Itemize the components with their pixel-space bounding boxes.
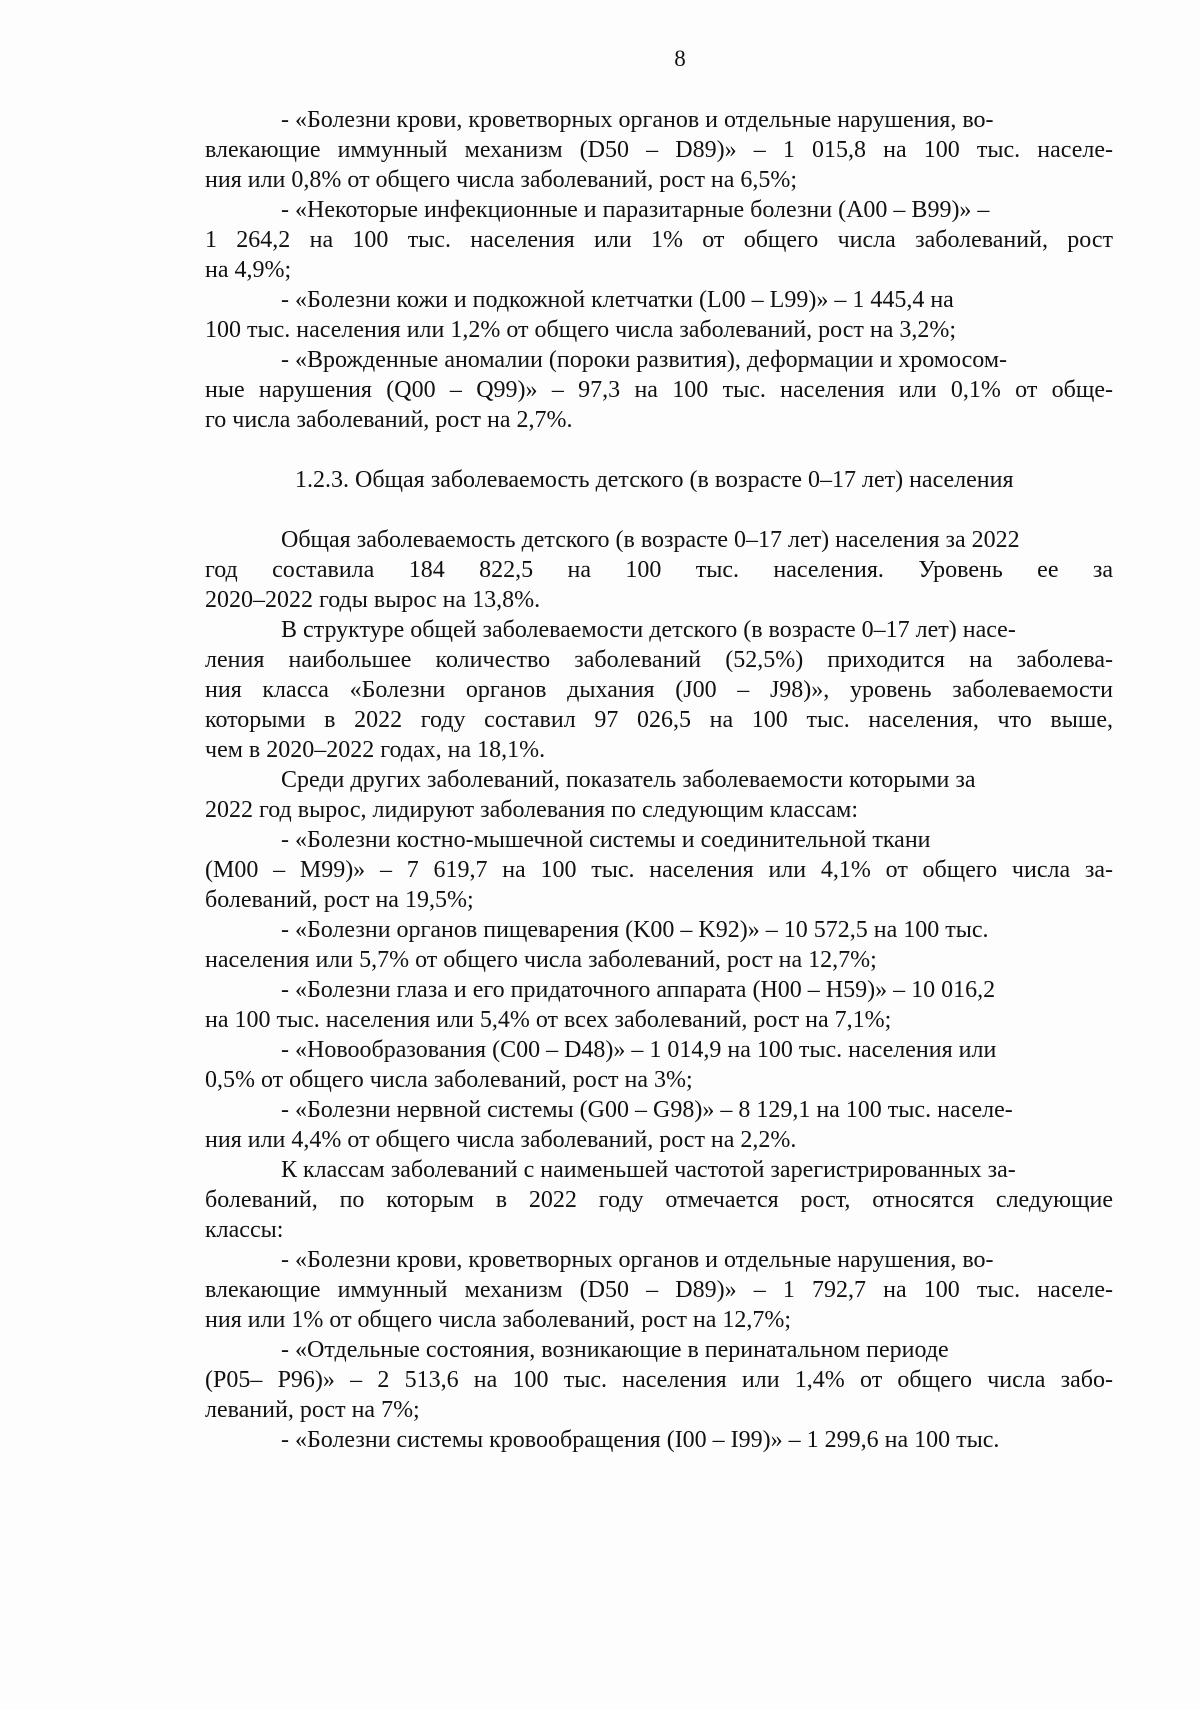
text-line: ния или 0,8% от общего числа заболеваний, рост на 6,5%; — [205, 167, 798, 193]
text-line: 100 тыс. населения или 1,2% от общего числа заболеваний, рост на 3,2%; — [205, 317, 957, 343]
text-line: Общая заболеваемость детского (в возрасте 0–17 лет) населения за 2022 — [281, 527, 1020, 553]
text-line: - «Болезни крови, кроветворных органов и отдельные нарушения, во- — [281, 107, 994, 133]
text-line: которыми в 2022 году составил 97 026,5 на 100 тыс. населения, что выше, — [205, 707, 1113, 733]
text-line: леваний, рост на 7%; — [205, 1397, 420, 1423]
text-line: В структуре общей заболеваемости детского (в возрасте 0–17 лет) насе- — [281, 617, 1016, 643]
text-line: - «Болезни крови, кроветворных органов и отдельные нарушения, во- — [281, 1247, 994, 1273]
section-heading: 1.2.3. Общая заболеваемость детского (в возрасте 0–17 лет) населения — [295, 467, 1014, 493]
text-line: - «Болезни глаза и его придаточного аппарата (H00 – H59)» – 10 016,2 — [281, 977, 996, 1003]
text-line: Среди других заболеваний, показатель заболеваемости которыми за — [281, 767, 976, 793]
text-line: ния или 4,4% от общего числа заболеваний, рост на 2,2%. — [205, 1127, 797, 1153]
text-line: населения или 5,7% от общего числа заболеваний, рост на 12,7%; — [205, 947, 877, 973]
text-line: классы: — [205, 1217, 284, 1243]
text-line: - «Отдельные состояния, возникающие в перинатальном периоде — [281, 1337, 949, 1363]
text-line: - «Некоторые инфекционные и паразитарные болезни (A00 – B99)» – — [281, 197, 990, 223]
text-line: ные нарушения (Q00 – Q99)» – 97,3 на 100 тыс. населения или 0,1% от обще- — [205, 377, 1113, 403]
text-line: на 100 тыс. населения или 5,4% от всех заболеваний, рост на 7,1%; — [205, 1007, 892, 1033]
text-line: - «Болезни костно-мышечной системы и соединительной ткани — [281, 827, 931, 853]
text-line: чем в 2020–2022 годах, на 18,1%. — [205, 737, 546, 763]
text-line: год составила 184 822,5 на 100 тыс. населения. Уровень ее за — [205, 557, 1113, 583]
text-line: го числа заболеваний, рост на 2,7%. — [205, 407, 573, 433]
text-line: - «Болезни кожи и подкожной клетчатки (L00 – L99)» – 1 445,4 на — [281, 287, 954, 313]
text-line: влекающие иммунный механизм (D50 – D89)» – 1 792,7 на 100 тыс. населе- — [205, 1277, 1113, 1303]
text-line: К классам заболеваний с наименьшей частотой зарегистрированных за- — [281, 1157, 1016, 1183]
text-line: - «Врожденные аномалии (пороки развития), деформации и хромосом- — [281, 347, 1008, 373]
text-line: влекающие иммунный механизм (D50 – D89)» – 1 015,8 на 100 тыс. населе- — [205, 137, 1113, 163]
text-line: ния класса «Болезни органов дыхания (J00 – J98)», уровень заболеваемости — [205, 677, 1113, 703]
text-line: - «Болезни системы кровообращения (I00 – I99)» – 1 299,6 на 100 тыс. — [281, 1427, 1000, 1453]
text-line: 2020–2022 годы вырос на 13,8%. — [205, 587, 541, 613]
text-line: на 4,9%; — [205, 257, 292, 283]
text-line: - «Новообразования (C00 – D48)» – 1 014,9 на 100 тыс. населения или — [281, 1037, 997, 1063]
text-line: (M00 – M99)» – 7 619,7 на 100 тыс. населения или 4,1% от общего числа за- — [205, 857, 1113, 883]
text-line: болеваний, по которым в 2022 году отмечается рост, относятся следующие — [205, 1187, 1113, 1213]
text-line: 0,5% от общего числа заболеваний, рост на 3%; — [205, 1067, 693, 1093]
text-line: ния или 1% от общего числа заболеваний, рост на 12,7%; — [205, 1307, 792, 1333]
text-line: ления наибольшее количество заболеваний (52,5%) приходится на заболева- — [205, 647, 1113, 673]
page-number: 8 — [674, 46, 686, 71]
text-line: - «Болезни нервной системы (G00 – G98)» – 8 129,1 на 100 тыс. населе- — [281, 1097, 1013, 1123]
text-line: 1 264,2 на 100 тыс. населения или 1% от общего числа заболеваний, рост — [205, 227, 1113, 253]
text-line: - «Болезни органов пищеварения (K00 – K92)» – 10 572,5 на 100 тыс. — [281, 917, 989, 943]
text-line: 2022 год вырос, лидируют заболевания по следующим классам: — [205, 797, 859, 823]
text-line: (P05– P96)» – 2 513,6 на 100 тыс. населения или 1,4% от общего числа забо- — [205, 1367, 1113, 1393]
text-line: болеваний, рост на 19,5%; — [205, 887, 474, 913]
